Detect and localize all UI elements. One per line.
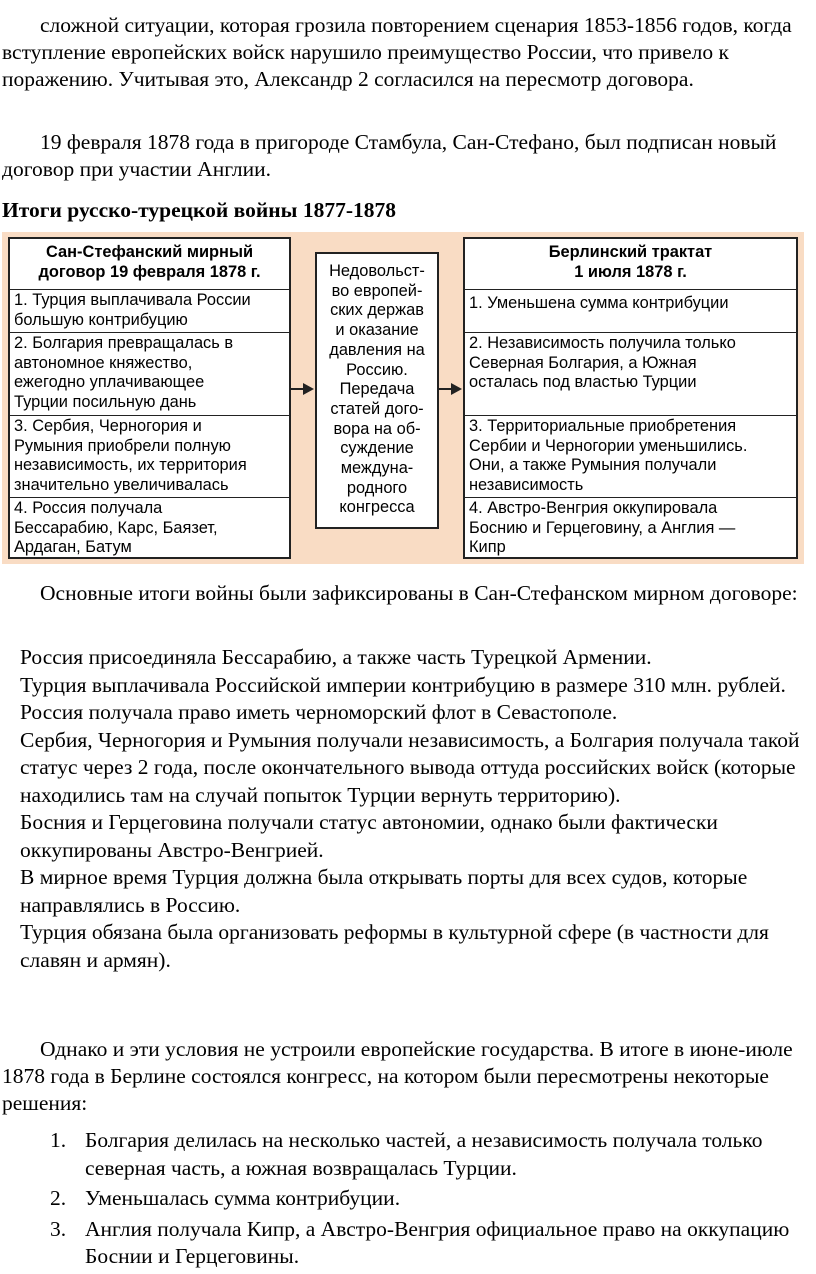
- list-item-text: Англия получала Кипр, а Австро-Венгрия официальное право на оккупацию Боснии и Герцеговины.: [85, 1216, 790, 1268]
- list-item-text: Болгария делилась на несколько частей, а независимость получала только северная часть, а южная возвращалась Турции.: [85, 1128, 763, 1180]
- list-number: 3.: [50, 1216, 67, 1241]
- berlin-treaty-item-3: 3. Территориальные приобретения Сербии и Черногории уменьшились. Они, а также Румыния получали независимость: [465, 415, 796, 496]
- list-number: 1.: [50, 1128, 67, 1152]
- list-item: В мирное время Турция должна была открывать порты для всех судов, которые направлялись в Россию.: [20, 865, 748, 917]
- right-arrow-icon: [439, 382, 463, 396]
- berlin-treaty-item-1: 1. Уменьшена сумма контрибуции: [465, 289, 796, 329]
- section-heading: Итоги русско-турецкой войны 1877-1878: [2, 198, 396, 222]
- summary-intro-paragraph: Основные итоги войны были зафиксированы в Сан-Стефанском мирном договоре:: [40, 581, 798, 605]
- berlin-treaty-title: Берлинский трактат 1 июля 1878 г.: [548, 243, 713, 281]
- intro-paragraph-1: сложной ситуации, которая грозила повторением сценария 1853-1856 годов, когда вступление европейских войск нарушило преимущество России, что привело к поражению. Учитывая это, Александр 2 согласился на пересмотр договора.: [2, 13, 792, 91]
- list-item: Россия присоединяла Бессарабию, а также часть Турецкой Армении.: [20, 645, 652, 669]
- list-item: [50, 1216, 810, 1271]
- list-item: Босния и Герцеговина получали статус автономии, однако были фактически оккупированы Австро-Венгрией.: [20, 810, 718, 862]
- berlin-treaty-box: [463, 237, 798, 559]
- list-item: Россия получала право иметь черноморский флот в Севастополе.: [20, 700, 618, 724]
- berlin-treaty-item-2: 2. Независимость получила только Северная Болгария, а Южная осталась под властью Турции: [465, 332, 796, 394]
- congress-box: Недовольст- во европей- ских держав и оказание давления на Россию. Передача статей дого- вора на об- суждение междуна- родного конгресса: [315, 252, 439, 529]
- list-item: [50, 1127, 810, 1182]
- list-item-text: Уменьшалась сумма контрибуции.: [85, 1186, 401, 1210]
- san-stefano-item-2: 2. Болгария превращалась в автономное княжество, ежегодно уплачивающее Турции посильную дань: [10, 332, 289, 413]
- treaty-comparison-diagram: [2, 232, 804, 564]
- san-stefano-item-3: 3. Сербия, Черногория и Румыния приобрели полную независимость, их территория значительно увеличивалась: [10, 415, 289, 496]
- san-stefano-item-1: 1. Турция выплачивала России большую контрибуцию: [10, 289, 289, 331]
- results-list: [20, 644, 810, 974]
- list-item: [50, 1185, 810, 1213]
- right-arrow-icon: [291, 382, 315, 396]
- congress-intro-paragraph: Однако и эти условия не устроили европейские государства. В итоге в июне-июле 1878 года в Берлине состоялся конгресс, на котором были пересмотрены некоторые решения:: [2, 1037, 793, 1115]
- list-number: 2.: [50, 1186, 67, 1210]
- berlin-treaty-item-4: 4. Австро-Венгрия оккупировала Боснию и Герцеговину, а Англия — Кипр: [465, 497, 796, 559]
- congress-decisions-list: [50, 1127, 810, 1274]
- list-item: Сербия, Черногория и Румыния получали независимость, а Болгария получала такой статус через 2 года, после окончательного вывода оттуда российских войск (которые находились там на случай попыток Турции вернуть территорию).: [20, 727, 800, 807]
- list-item: Турция выплачивала Российской империи контрибуцию в размере 310 млн. рублей.: [20, 672, 786, 697]
- intro-paragraph-2: 19 февраля 1878 года в пригороде Стамбула, Сан-Стефано, был подписан новый договор при участии Англии.: [2, 130, 777, 181]
- san-stefano-title: Сан-Стефанский мирный договор 19 февраля 1878 г.: [38, 243, 261, 281]
- san-stefano-item-4: 4. Россия получала Бессарабию, Карс, Баязет, Ардаган, Батум: [10, 497, 289, 559]
- list-item: Турция обязана была организовать реформы в культурной сфере (в частности для славян и армян).: [20, 920, 769, 972]
- san-stefano-box: [8, 237, 291, 559]
